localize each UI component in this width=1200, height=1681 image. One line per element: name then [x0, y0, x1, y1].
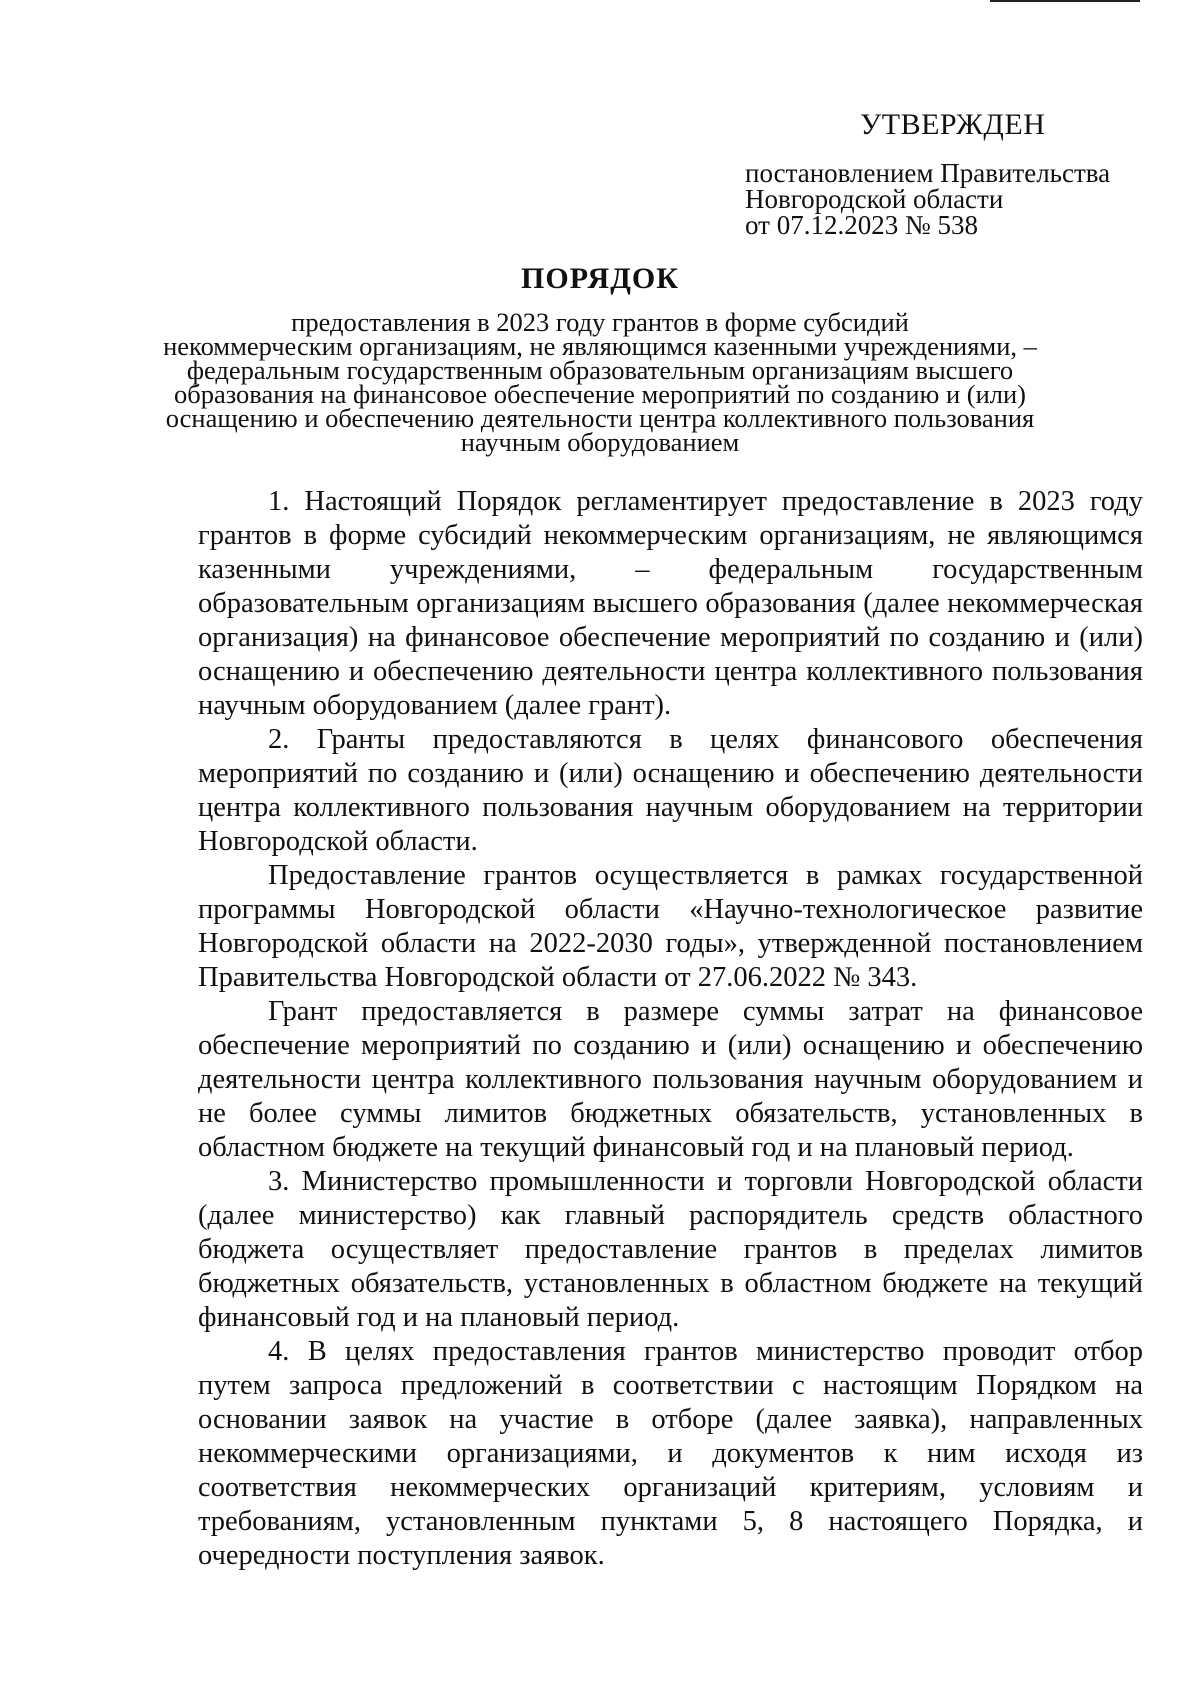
subtitle-line-2: некоммерческим организациям, не являющимся казенными учреждениями, –	[163, 331, 1037, 361]
subtitle-line-6: научным оборудованием	[460, 427, 740, 457]
paragraph-5: 3. Министерство промышленности и торговли Новгородской области (далее министерство) как главный распорядитель средств областного бюджета осуществляет предоставление грантов в пределах лимитов бюджетных обязательств, установленных в областном бюджете на текущий финансовый год и на плановый период.	[198, 1166, 1143, 1333]
approval-line-2: Новгородской области	[745, 184, 1004, 214]
paragraph-2: 2. Гранты предоставляются в целях финансового обеспечения мероприятий по созданию и (или) оснащению и обеспечению деятельности центра коллективного пользования научным оборудованием на территории Новгородской области.	[198, 724, 1143, 857]
subtitle-line-3: федеральным государственным образовательным организациям высшего	[186, 355, 1014, 385]
paragraph-4: Грант предоставляется в размере суммы затрат на финансовое обеспечение мероприятий по созданию и (или) оснащению и обеспечению деятельности центра коллективного пользования научным оборудованием и не более суммы лимитов бюджетных обязательств, установленных в областном бюджете на текущий финансовый год и на плановый период.	[198, 996, 1143, 1163]
paragraph-1: 1. Настоящий Порядок регламентирует предоставление в 2023 году грантов в форме субсидий некоммерческим организациям, не являющимся казенными учреждениями, – федеральным государственным образовательным организациям высшего образования (далее некоммерческая организация) на финансовое обеспечение мероприятий по созданию и (или) оснащению и обеспечению деятельности центра коллективного пользования научным оборудованием (далее грант).	[198, 486, 1143, 721]
approval-heading: УТВЕРЖДЕН	[860, 108, 1046, 141]
document-body	[198, 485, 1143, 1573]
scan-edge-mark	[990, 0, 1140, 2]
document-title: ПОРЯДОК	[521, 262, 679, 295]
subtitle-line-4: образования на финансовое обеспечение мероприятий по созданию и (или)	[174, 379, 1026, 409]
document-subtitle	[150, 307, 1050, 457]
approval-line-3: от 07.12.2023 № 538	[745, 210, 978, 240]
approval-line-1: постановлением Правительства	[745, 158, 1111, 188]
subtitle-line-1: предоставления в 2023 году грантов в форме субсидий	[291, 307, 909, 337]
paragraph-6: 4. В целях предоставления грантов министерство проводит отбор путем запроса предложений в соответствии с настоящим Порядком на основании заявок на участие в отборе (далее заявка), направленных некоммерческими организациями, и документов к ним исходя из соответствия некоммерческих организаций критериям, условиям и требованиям, установленным пунктами 5, 8 настоящего Порядка, и очередности поступления заявок.	[198, 1336, 1143, 1571]
subtitle-line-5: оснащению и обеспечению деятельности центра коллективного пользования	[165, 403, 1035, 433]
approval-block	[745, 108, 1165, 238]
paragraph-3: Предоставление грантов осуществляется в рамках государственной программы Новгородской области «Научно-технологическое развитие Новгородской области на 2022-2030 годы», утвержденной постановлением Правительства Новгородской области от 27.06.2022 № 343.	[198, 860, 1143, 993]
